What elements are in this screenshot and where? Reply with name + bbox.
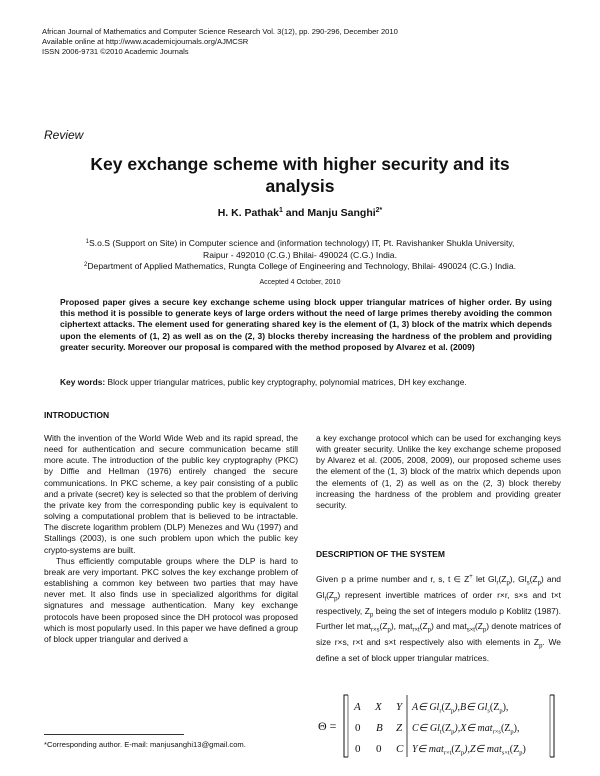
journal-url: Available online at http://www.academicjournals.org/AJMCSR (42, 37, 249, 46)
system-heading: DESCRIPTION OF THE SYSTEM (316, 549, 445, 559)
matrix-entry-z: Z (396, 722, 403, 734)
abstract: Proposed paper gives a secure key exchange scheme using block upper triangular matrices of higher order. By using this method it is possible to generate keys of large orders without the need of large primes thereby avoiding the common ciphertext attacks. The element used for generating shared key is the element of (1, 3) block of the matrix which depends upon the elements of (1, 2) as well as on the (2, 3) blocks thereby increasing the hardness of the problem and providing greater security. Moreover our proposal is compared with the method proposed by Alvarez et al. (2009) (60, 297, 552, 352)
affiliation-2-text: Department of Applied Mathematics, Rungta College of Engineering and Technology, Bhilai- 490024 (C.G.) India. (87, 261, 516, 271)
affiliation-1-mark: 1 (85, 239, 89, 245)
keywords-label: Key words: (60, 377, 106, 387)
intro-paragraph-2: Thus efficiently computable groups where the DLP is hard to break are very important. PKC solves the key exchange problem of establishing a common key between two parties that may have never met. It also finds use in specialized algorithms for digital signatures and message authentication. Many key exchange protocols have been proposed since the DH protocol was proposed which is most popularly used. In this paper we have defined a group of block upper triangular and derived a (44, 555, 298, 644)
title-line-2: analysis (265, 176, 335, 196)
condition-line-3: Y∈ $mat_{r\times t}(Z_p),Z\in$ $mat_{s\times t}(Z_p)$ (412, 744, 526, 757)
condition-line-1: A∈ $Gl_r(Z_p),B\in$ $Gl_s(Z_p)$, (412, 702, 509, 715)
intro-paragraph-1: With the invention of the World Wide Web and its rapid spread, the need for authentication and secure communication became still more acute. The introduction of the public key cryptography (PKC) by Diffie and Hellman (1976) entirely changed the secure communications. In PKC scheme, a key pair consisting of a public and a private (secret) key is selected so that the problem of deriving the private key from the corresponding public key is equivalent to solving a computational problem that is believed to be intractable. The discrete logarithm problem (DLP) Menezes and Wu (1997) and Stallings (2003), is one such problem upon which the public key crypto-systems are built. (44, 433, 298, 555)
author-1-mark: 1 (278, 207, 283, 214)
author-conjunction: and (282, 207, 308, 219)
matrix-entry-b: B (376, 722, 383, 734)
matrix-left-bracket (344, 695, 348, 757)
matrix-entry-y: Y (396, 701, 403, 713)
left-column (44, 433, 298, 645)
matrix-entry-zero-1: 0 (355, 722, 361, 734)
article-type: Review (44, 128, 84, 142)
affiliation-1-line-2: Raipur - 492010 (C.G.) Bhilai- 490024 (C.G.) India. (203, 250, 397, 260)
matrix-entry-zero-2: 0 (355, 743, 361, 755)
author-line (0, 207, 600, 219)
matrix-entry-x: X (375, 701, 382, 713)
author-1: H. K. Pathak (217, 207, 279, 219)
affiliation-2-mark: 2 (83, 262, 88, 268)
introduction-heading: INTRODUCTION (44, 410, 110, 420)
author-2-mark: 2* (375, 207, 383, 214)
title-line-1: Key exchange scheme with higher security and its (90, 154, 510, 174)
footnote-rule (44, 734, 184, 735)
affiliation-2 (40, 259, 560, 272)
journal-issn: ISSN 2006-9731 ©2010 Academic Journals (42, 47, 189, 56)
affiliation-1 (40, 236, 560, 261)
matrix-entry-c: C (396, 743, 404, 755)
matrix-entry-zero-3: 0 (376, 743, 382, 755)
paper-title (40, 153, 560, 197)
equation-lhs: Θ = (318, 719, 337, 733)
system-paragraph: Given p a prime number and r, s, t ∈ Z+ let $Gl_r(Z_p)$, $Gl_s(Z_p)$ and $Gl_t(Z_p)$ represent invertible matrices of order r×r, s×s and t×t respectively, $Z_p$ being the set of integers modulo p Koblitz (1987). Further let $mat_{r\times s}(Z_p)$, $mat_{r\times t}(Z_p)$ and $mat_{s\times t}(Z_p)$ denote matrices of size r×s, r×t and s×t respectively also with elements in $Z_p$. We define a set of block upper triangular matrices. (316, 573, 561, 664)
matrix-entry-a: A (354, 701, 361, 713)
condition-line-2: C∈ $Gl_t(Z_p),X\in$ $mat_{r\times s}(Z_p)$, (412, 723, 520, 736)
accepted-date: Accepted 4 October, 2010 (259, 279, 341, 286)
keywords (60, 377, 560, 388)
author-2: Manju Sanghi (307, 207, 376, 219)
intro-paragraph-3: a key exchange protocol which can be used for exchanging keys with greater security. Unlike the key exchange scheme proposed by Alvarez et al. (2005, 2008, 2009), our proposed scheme uses the element of the (1, 3) block of the matrix which depends upon the elements of (1, 2) as well as on the (2, 3) block thereby increasing the hardness of the problem and providing greater security. (316, 433, 561, 510)
corresponding-author-footnote: *Corresponding author. E-mail: manjusanghi13@gmail.com. (44, 740, 246, 749)
journal-citation: African Journal of Mathematics and Computer Science Research Vol. 3(12), pp. 290-296, December 2010 (42, 27, 398, 36)
journal-header (42, 27, 398, 57)
right-column-top (316, 433, 561, 511)
affiliation-1-line-1: S.o.S (Support on Site) in Computer science and (information technology) IT, Pt. Ravishanker Shukla University, (88, 238, 515, 248)
matrix-right-bracket (550, 695, 554, 757)
block-matrix-equation (318, 690, 566, 762)
keywords-text: Block upper triangular matrices, public key cryptography, polynomial matrices, DH key exchange. (105, 377, 467, 387)
